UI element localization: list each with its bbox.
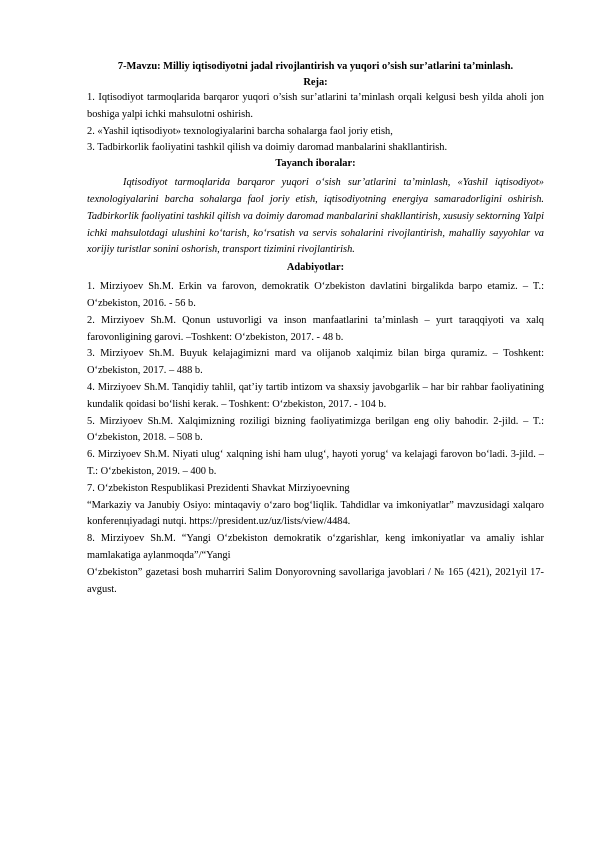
references-heading: Adabiyotlar: xyxy=(286,262,345,274)
references-list xyxy=(87,279,544,598)
reference-item: 4. Mirziyoev Sh.M. Tanqidiy tahlil, qat’iy tartib intizom va shaxsiy javobgarlik – har bir rahbar faoliyatining kundalik qoidasi bo‘lishi kerak. – Toshkent: O‘zbekiston, 2017. - 104 b. xyxy=(87,381,544,410)
reference-item: 1. Mirziyoev Sh.M. Erkin va farovon, demokratik O‘zbekiston davlatini birgalikda barpo etamiz. – T.: O‘zbekiston, 2016. - 56 b. xyxy=(87,281,544,309)
keywords-paragraph: Iqtisodiyot tarmoqlarida barqaror yuqori o‘sish sur’atlarini ta’minlash, «Yashil iqtisodiyot» texnologiyalarini barcha sohalarga faol joriy etish, iqtisodiyotning energiya samaradorligini oshirish. Tadbirkorlik faoliyatini tashkil qilish va doimiy daromad manbalarini shakllantirish, xususiy sektorning Yalpi ichki mahsulotdagi ulushini ko‘tarish, ko‘rsatish va servis sohalarini rivojlantirish, mahalliy sayyohlar va xorijiy turistlar sonini oshorish, transport tizimini rivojlantirish. xyxy=(87,177,544,256)
plan-heading: Reja: xyxy=(303,77,328,88)
reference-item: 8. Mirziyoev Sh.M. “Yangi O‘zbekiston demokratik o‘zgarishlar, keng imkoniyatlar va amaliy ishlar mamlakatiga aylanmoqda”/“Yangi xyxy=(87,533,544,561)
document-page xyxy=(87,60,544,598)
plan-item-3: 3. Tadbirkorlik faoliyatini tashkil qilish va doimiy daromad manbalarini shakllantirish. xyxy=(87,142,448,154)
reference-item: O‘zbekiston” gazetasi bosh muharriri Salim Donyorovning savollariga javoblari / № 165 (421), 2021yil 17-avgust. xyxy=(87,566,544,595)
reference-item: 6. Mirziyoev Sh.M. Niyati ulug‘ xalqning ishi ham ulug‘, hayoti yorug‘ va kelajagi farovon bo‘ladi. 3-jild. – T.: O‘zbekiston, 2019. – 400 b. xyxy=(87,449,544,477)
reference-item: 2. Mirziyoev Sh.M. Qonun ustuvorligi va inson manfaatlarini ta’minlash – yurt taraqqiyoti va xalq farovonligining garovi. –Toshkent: O‘zbekiston, 2017. - 48 b. xyxy=(87,314,544,343)
plan-item-1: 1. Iqtisodiyot tarmoqlarida barqaror yuqori o’sish sur’atlarini ta’minlash orqali kelgusi besh yilda aholi jon boshiga yalpi ichki mahsulotni oshirish. xyxy=(87,92,544,120)
plan-list xyxy=(87,90,544,157)
plan-item-2: 2. «Yashil iqtisodiyot» texnologiyalarini barcha sohalarga faol joriy etish, xyxy=(87,125,393,137)
reference-item: “Markaziy va Janubiy Osiyo: mintaqaviy o‘zaro bog‘liqlik. Tahdidlar va imkoniyatlar” mavzusidagi xalqaro konferenцiyadagi nutqi. https://president.uz/uz/lists/view/4484. xyxy=(87,499,544,528)
keywords-heading: Tayanch iboralar: xyxy=(275,158,356,170)
reference-item: 3. Mirziyoev Sh.M. Buyuk kelajagimizni mard va olijanob xalqimiz bilan birga quramiz. – Toshkent: O‘zbekiston, 2017. – 488 b. xyxy=(87,348,544,377)
document-title: 7-Mavzu: Milliy iqtisodiyotni jadal rivojlantirish va yuqori o’sish sur’atlarini ta’minlash. xyxy=(117,61,514,72)
reference-item: 7. O‘zbekiston Respublikasi Prezidenti Shavkat Mirziyoevning xyxy=(87,482,350,494)
reference-item: 5. Mirziyoev Sh.M. Xalqimizning roziligi bizning faoliyatimizga berilgan eng oliy bahodir. 2-jild. – T.: O‘zbekiston, 2018. – 508 b. xyxy=(87,415,544,444)
